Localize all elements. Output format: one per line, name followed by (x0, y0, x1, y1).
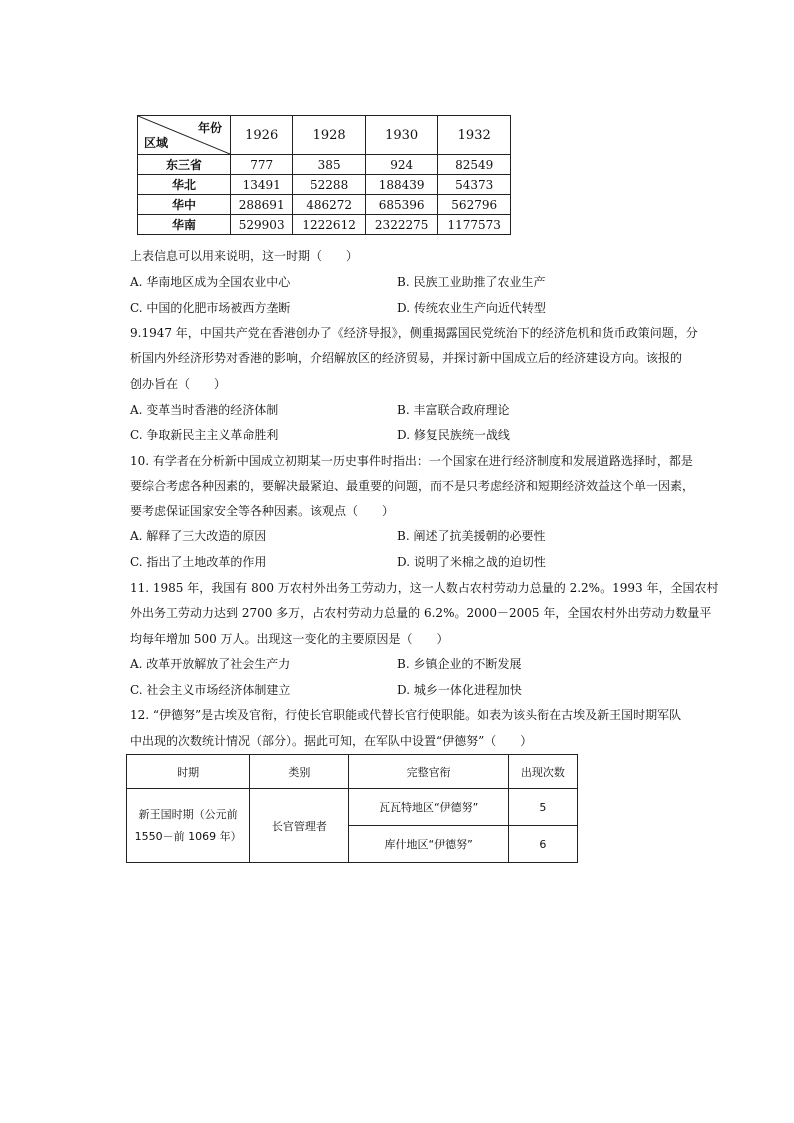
value-cell: 288691 (231, 195, 293, 215)
value-cell: 54373 (438, 175, 511, 195)
table-header-row (127, 755, 578, 789)
value-cell: 1222612 (293, 215, 366, 235)
q10-option-c[interactable]: C. 指出了土地改革的作用 (130, 555, 267, 569)
q9-line-3: 创办旨在（ ） (130, 377, 227, 391)
header-full-title: 完整官衔 (349, 755, 508, 789)
region-cell: 华北 (138, 175, 231, 195)
q8-option-d[interactable]: D. 传统农业生产向近代转型 (397, 301, 546, 315)
q9-line-1: 9.1947 年，中国共产党在香港创办了《经济导报》，侧重揭露国民党统治下的经济危机和货币政策问题，分 (130, 326, 698, 340)
q8-option-b[interactable]: B. 民族工业助推了农业生产 (397, 275, 546, 289)
value-cell: 385 (293, 155, 366, 175)
value-cell: 924 (365, 155, 438, 175)
region-cell: 华南 (138, 215, 231, 235)
q11-option-c[interactable]: C. 社会主义市场经济体制建立 (130, 683, 291, 697)
table-header-row (138, 116, 511, 155)
q10-line-3: 要考虑保证国家安全等各种因素。该观点（ ） (130, 504, 395, 518)
value-cell: 2322275 (365, 215, 438, 235)
q10-line-2: 要综合考虑各种因素的，要解决最紧迫、最重要的问题，而不是只考虑经济和短期经济效益这个单一因素， (130, 479, 695, 493)
value-cell: 685396 (365, 195, 438, 215)
q9-option-c[interactable]: C. 争取新民主主义革命胜利 (130, 428, 279, 442)
value-cell: 562796 (438, 195, 511, 215)
corner-region-label: 区域 (144, 136, 169, 150)
category-cell: 长官管理者 (250, 789, 349, 863)
table-row (138, 215, 511, 235)
period-cell (127, 789, 250, 863)
corner-year-label: 年份 (197, 121, 222, 135)
value-cell: 188439 (365, 175, 438, 195)
q8-stem: 上表信息可以用来说明，这一时期（ ） (130, 249, 359, 263)
q9-option-b[interactable]: B. 丰富联合政府理论 (397, 403, 510, 417)
q11-line-1: 11. 1985 年，我国有 800 万农村外出务工劳动力，这一人数占农村劳动力总量的 2.2%。1993 年，全国农村 (130, 581, 719, 595)
count-cell: 5 (508, 789, 577, 826)
table-row (138, 155, 511, 175)
table-corner-cell (138, 116, 231, 155)
value-cell: 529903 (231, 215, 293, 235)
period-line-2: 1550－前 1069 年） (134, 829, 242, 843)
q9-line-2: 析国内外经济形势对香港的影响，介绍解放区的经济贸易，并探讨新中国成立后的经济建设方向。该报的 (130, 351, 683, 365)
header-count: 出现次数 (508, 755, 577, 789)
table-row (138, 175, 511, 195)
iden-title-table (126, 754, 578, 863)
region-cell: 华中 (138, 195, 231, 215)
q11-option-b[interactable]: B. 乡镇企业的不断发展 (397, 657, 522, 671)
q10-option-d[interactable]: D. 说明了米棉之战的迫切性 (397, 555, 546, 569)
q8-option-c[interactable]: C. 中国的化肥市场被西方垄断 (130, 301, 291, 315)
count-cell: 6 (508, 826, 577, 863)
value-cell: 1177573 (438, 215, 511, 235)
q11-line-3: 均每年增加 500 万人。出现这一变化的主要原因是（ ） (130, 632, 449, 646)
q12-line-2: 中出现的次数统计情况（部分）。据此可知，在军队中设置“伊德努”（ ） (130, 734, 533, 748)
q11-option-d[interactable]: D. 城乡一体化进程加快 (397, 683, 522, 697)
fertilizer-table (137, 115, 511, 235)
table-row (127, 789, 578, 826)
title-cell: 瓦瓦特地区“伊德努” (349, 789, 508, 826)
period-line-1: 新王国时期（公元前 (138, 807, 238, 821)
value-cell: 13491 (231, 175, 293, 195)
q10-option-b[interactable]: B. 阐述了抗美援朝的必要性 (397, 529, 546, 543)
table-row (138, 195, 511, 215)
title-cell: 库什地区“伊德努” (349, 826, 508, 863)
year-header: 1926 (231, 116, 293, 155)
header-period: 时期 (127, 755, 250, 789)
year-header: 1928 (293, 116, 366, 155)
q11-option-a[interactable]: A. 改革开放解放了社会生产力 (130, 657, 291, 671)
q9-option-d[interactable]: D. 修复民族统一战线 (397, 428, 510, 442)
region-cell: 东三省 (138, 155, 231, 175)
value-cell: 52288 (293, 175, 366, 195)
q9-option-a[interactable]: A. 变革当时香港的经济体制 (130, 403, 279, 417)
q11-line-2: 外出务工劳动力达到 2700 多万，占农村劳动力总量的 6.2%。2000－2005 年，全国农村外出劳动力数量平 (130, 606, 712, 620)
value-cell: 486272 (293, 195, 366, 215)
value-cell: 777 (231, 155, 293, 175)
value-cell: 82549 (438, 155, 511, 175)
q12-line-1: 12. “伊德努”是古埃及官衔，行使长官职能或代替长官行使职能。如表为该头衔在古埃及新王国时期军队 (130, 708, 682, 722)
q10-option-a[interactable]: A. 解释了三大改造的原因 (130, 529, 267, 543)
header-category: 类别 (250, 755, 349, 789)
year-header: 1932 (438, 116, 511, 155)
q8-option-a[interactable]: A. 华南地区成为全国农业中心 (130, 275, 291, 289)
year-header: 1930 (365, 116, 438, 155)
q10-line-1: 10. 有学者在分析新中国成立初期某一历史事件时指出：一个国家在进行经济制度和发展道路选择时，都是 (130, 454, 693, 468)
